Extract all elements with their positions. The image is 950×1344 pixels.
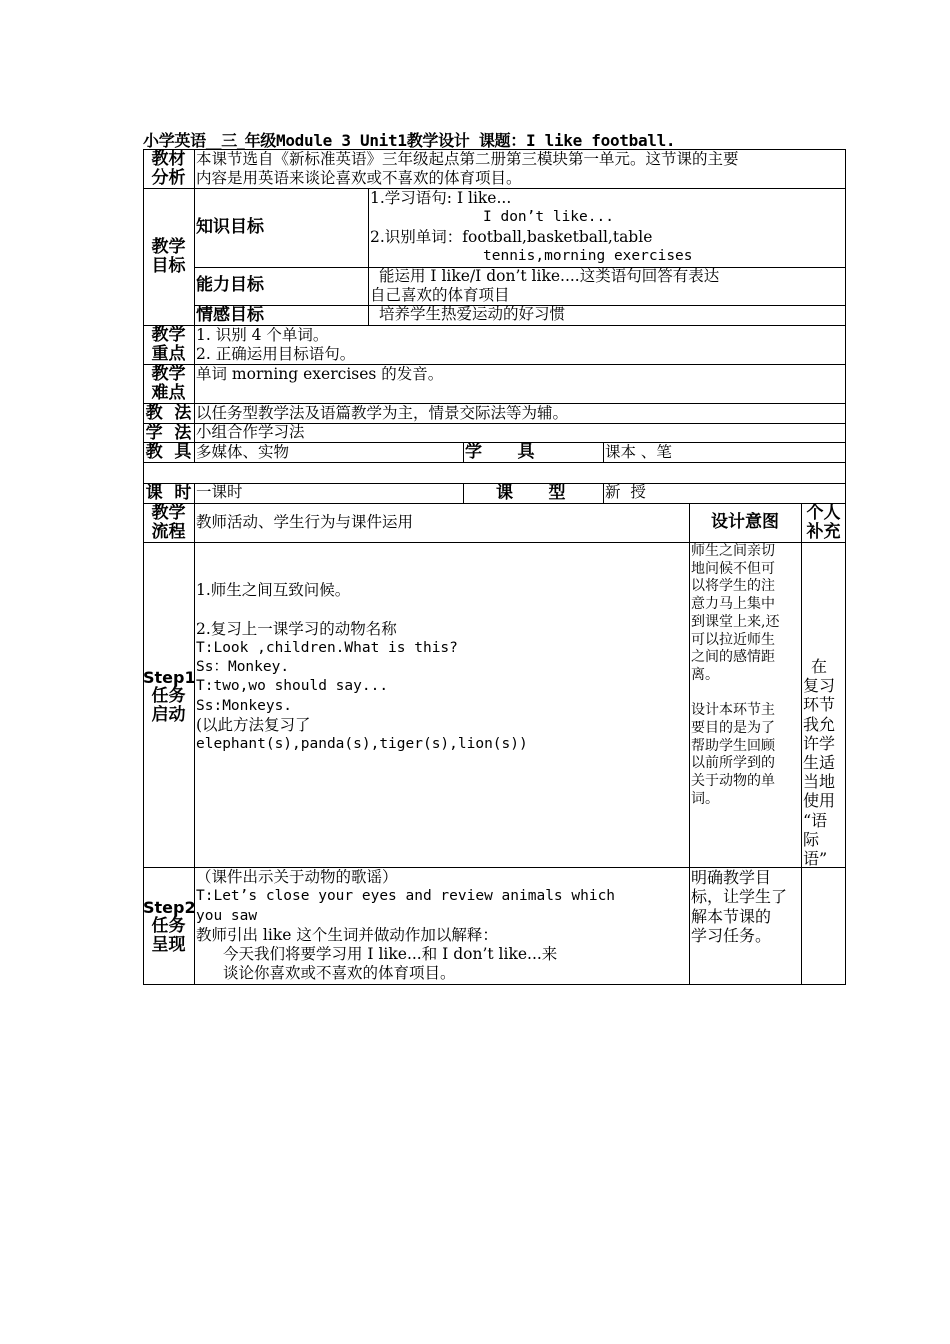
text-line: 离。 (691, 666, 719, 683)
text-line: 环节 (803, 695, 836, 715)
text-line: 1.师生之间互致问候。 (196, 581, 351, 599)
text-line: 自己喜欢的体育项目 (370, 286, 510, 305)
text-line: 际 (803, 829, 820, 849)
key-points-text (196, 326, 355, 365)
text-line: 以将学生的注 (691, 578, 775, 595)
text-line: 学习任务。 (691, 925, 772, 945)
text-line: “语 (803, 810, 828, 830)
label-line: 启动 (151, 705, 186, 725)
text-line: 2. 正确运用目标语句。 (196, 345, 356, 364)
title-prefix: 小学英语__三_年级 (143, 131, 277, 150)
col-line (603, 442, 604, 462)
text-line: T:two,wo should say... (196, 678, 389, 695)
text-line: 要目的是为了 (691, 720, 775, 737)
label-line: 补充 (806, 522, 841, 542)
emotion-goal-text: 培养学生热爱运动的好习惯 (379, 305, 566, 323)
text-line: T:Look ,children.What is this? (196, 639, 458, 656)
ability-goal-text (370, 267, 719, 306)
step1-activity (196, 581, 528, 755)
material-analysis-text (196, 150, 739, 189)
text-line: 到课堂上来,还 (691, 613, 780, 630)
text-line: 明确教学目 (691, 868, 772, 887)
label-difficult-points (143, 365, 194, 403)
text-line: 地问候不但可 (691, 560, 775, 577)
text-line: 使用 (803, 791, 836, 811)
label-class-hours: 课 时 (145, 483, 192, 503)
text-line: 帮助学生回顾 (691, 737, 775, 754)
step1-personal (803, 657, 835, 868)
label-line: 教学 (151, 325, 186, 345)
label-step2 (143, 898, 194, 955)
text-line: 设计本环节主 (691, 702, 775, 719)
text-line: （课件出示关于动物的歌谣） (196, 868, 398, 886)
label-line: Step1 (143, 668, 196, 687)
text-line: 当地 (803, 772, 836, 792)
title-lesson: 课题：I like football. (478, 131, 676, 150)
text-line: 之间的感情距 (691, 649, 775, 666)
label-learning-method: 学 法 (145, 423, 192, 443)
label-ability-goal: 能力目标 (196, 275, 264, 295)
row-line (143, 483, 846, 484)
label-line: 呈现 (151, 935, 186, 955)
blank-line (691, 685, 779, 703)
col-line (801, 503, 802, 985)
label-material-analysis (143, 150, 194, 188)
text-line: 我允 (803, 714, 836, 734)
text-line: (以此方法复习了 (196, 716, 311, 735)
text-line: 2.识别单词：football,basketball,table (370, 227, 653, 246)
label-key-points (143, 326, 194, 364)
text-line: T:Let’s close your eyes and review animals which (196, 888, 616, 905)
label-line: 任务 (151, 686, 186, 706)
label-class-type: 课 型 (496, 483, 566, 503)
label-step1 (143, 668, 194, 725)
step1-intent (691, 543, 779, 809)
title-design: 教学设计 (406, 131, 470, 150)
text-line: elephant(s),panda(s),tiger(s),lion(s)) (196, 736, 528, 753)
text-line: 2.复习上一课学习的动物名称 (196, 619, 397, 638)
title-module: Module 3 Unit1 (276, 131, 407, 150)
text-line: 词。 (691, 790, 719, 807)
label-emotion-goal: 情感目标 (196, 305, 264, 325)
text-line: I don’t like... (483, 209, 614, 226)
personal-header (801, 504, 846, 542)
label-line: 流程 (151, 522, 186, 542)
label-line: 难点 (151, 383, 186, 403)
text-line: 标，让学生了 (691, 887, 788, 907)
blank-line (196, 600, 528, 619)
label-knowledge-goal: 知识目标 (196, 217, 264, 237)
col-line (463, 442, 464, 462)
text-line: 关于动物的单 (691, 773, 775, 790)
label-line: 目标 (151, 256, 186, 276)
text-line: Ss：Monkey. (196, 659, 290, 676)
text-line: 解本节课的 (691, 906, 772, 926)
label-line: 个人 (806, 503, 841, 523)
teaching-method-text: 以任务型教学法及语篇教学为主，情景交际法等为辅。 (196, 404, 569, 422)
label-teaching-goals (143, 238, 194, 276)
col-line (463, 483, 464, 503)
document-title (143, 128, 675, 151)
class-hours-text: 一课时 (196, 483, 243, 501)
label-line: 教材 (151, 149, 186, 169)
knowledge-goal-text (370, 189, 693, 266)
difficult-points-text: 单词 morning exercises 的发音。 (196, 365, 444, 383)
text-line: 在 (811, 657, 828, 676)
class-type-text: 新 授 (605, 483, 646, 501)
learning-method-text: 小组合作学习法 (196, 423, 305, 441)
text-line: 本课节选自《新标准英语》三年级起点第二册第三模块第一单元。这节课的主要 (196, 150, 739, 168)
label-line: 教学 (151, 364, 186, 384)
text-line: you saw (196, 907, 258, 924)
text-line: Ss:Monkeys. (196, 697, 293, 714)
text-line: 谈论你喜欢或不喜欢的体育项目。 (223, 964, 456, 983)
text-line: 教师引出 like 这个生词并做动作加以解释： (196, 925, 498, 944)
text-line: 师生之间亲切 (691, 543, 775, 559)
learning-tools-text: 课本 、笔 (605, 443, 672, 461)
col-line (689, 503, 690, 985)
label-line: 任务 (151, 916, 186, 936)
text-line: tennis,morning exercises (483, 247, 693, 264)
step2-intent (691, 868, 787, 945)
label-line: 分析 (151, 168, 186, 188)
text-line: 以前所学到的 (691, 755, 775, 772)
row-line (143, 503, 846, 504)
text-line: 今天我们将要学习用 I like...和 I don’t like...来 (223, 945, 558, 964)
step2-activity (196, 868, 615, 984)
text-line: 语” (803, 849, 828, 869)
label-learning-tools: 学 具 (465, 442, 535, 462)
label-teaching-method: 教 法 (145, 403, 192, 423)
text-line: 许学 (803, 733, 836, 753)
label-teaching-process (143, 504, 194, 542)
label-line: 教学 (151, 237, 186, 257)
label-line: Step2 (143, 898, 196, 917)
text-line: 1. 识别 4 个单词。 (196, 326, 329, 344)
text-line: 能运用 I like/I don’t like....这类语句回答有表达 (379, 267, 720, 285)
label-line: 重点 (151, 344, 186, 364)
intent-header: 设计意图 (711, 512, 779, 532)
col-line (603, 483, 604, 503)
col-line (194, 149, 195, 462)
text-line: 1.学习语句: I like... (370, 189, 512, 207)
text-line: 意力马上集中 (691, 596, 775, 613)
text-line: 可以拉近师生 (691, 631, 775, 648)
label-line: 教学 (151, 503, 186, 523)
col-line (368, 188, 369, 325)
label-teaching-aids: 教 具 (145, 442, 192, 462)
teaching-aids-text: 多媒体、实物 (196, 443, 290, 461)
text-line: 生适 (803, 753, 836, 773)
text-line: 内容是用英语来谈论喜欢或不喜欢的体育项目。 (196, 169, 522, 188)
activity-header: 教师活动、学生行为与课件运用 (196, 513, 414, 531)
text-line: 复习 (803, 676, 836, 696)
